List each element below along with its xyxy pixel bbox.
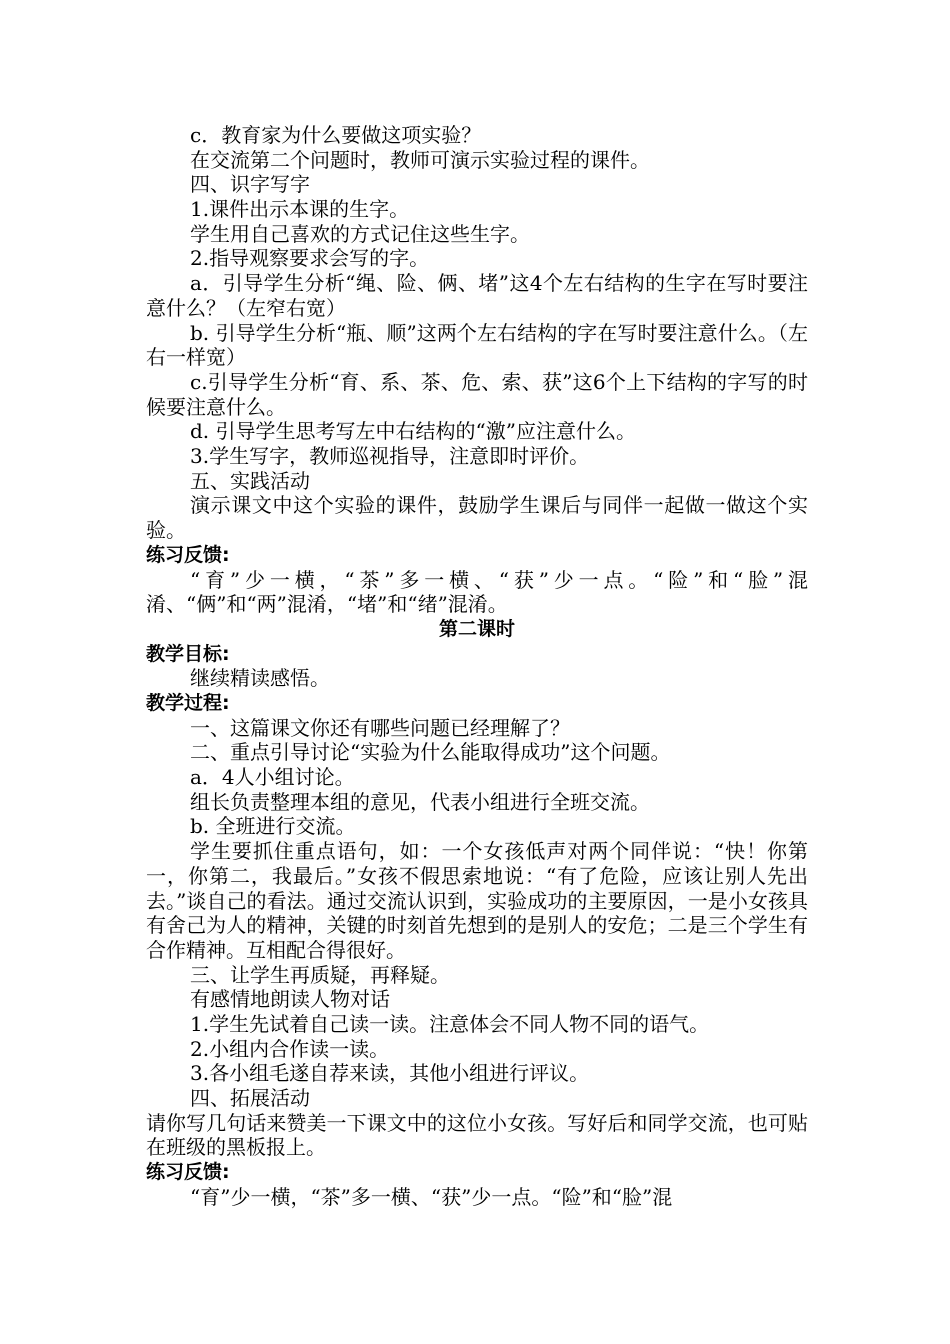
paragraph: b. 引导学生分析“瓶、顺”这两个左右结构的字在写时要注意什么。（左右一样宽） [146, 320, 808, 370]
text-line: d. 引导学生思考写左中右结构的“激”应注意什么。 [190, 419, 636, 444]
text-line: a．4人小组讨论。 [190, 765, 355, 790]
paragraph: “育”少一横，“茶”多一横、“获”少一点。“险”和“脸”混淆、“俩”和“两”混淆，“堵”和“绪”混淆。 [146, 567, 808, 617]
text-line: 2.小组内合作读一读。 [190, 1036, 390, 1061]
text-line: 有感情地朗读人物对话 [190, 987, 390, 1012]
document-body [146, 123, 808, 1210]
bold-heading: 练习反馈: [146, 1161, 230, 1184]
section-heading: 一、这篇课文你还有哪些问题已经理解了？ [190, 715, 570, 740]
section-heading: 四、拓展活动 [190, 1086, 310, 1111]
text-line: 1.学生先试着自己读一读。注意体会不同人物不同的语气。 [190, 1011, 710, 1036]
paragraph: 请你写几句话来赞美一下课文中的这位小女孩。写好后和同学交流，也可贴在班级的黑板报上。 [146, 1110, 808, 1160]
bold-heading: 教学过程: [146, 691, 230, 714]
lesson-title: 第二课时 [438, 617, 515, 640]
text-line: 2.指导观察要求会写的字。 [190, 246, 430, 271]
text-line: 学生用自己喜欢的方式记住这些生字。 [190, 221, 530, 246]
text-line: 1.课件出示本课的生字。 [190, 197, 410, 222]
section-heading: 三、让学生再质疑，再释疑。 [190, 962, 450, 987]
paragraph: 演示课文中这个实验的课件，鼓励学生课后与同伴一起做一做这个实验。 [146, 493, 808, 543]
text-line: “育”少一横，“茶”多一横、“获”少一点。“险”和“脸”混 [190, 1184, 673, 1209]
text-line: b. 全班进行交流。 [190, 814, 356, 839]
section-heading: 五、实践活动 [190, 468, 310, 493]
paragraph: 学生要抓住重点语句，如：一个女孩低声对两个同伴说：“快！你第一，你第二，我最后。”女孩不假思索地说：“有了危险，应该让别人先出去。”谈自己的看法。通过交流认识到，实验成功的主要原因，一是小女孩具有舍己为人的精神，关键的时刻首先想到的是别人的安危；二是三个学生有合作精神。互相配合得很好。 [146, 839, 808, 962]
text-line: 在交流第二个问题时，教师可演示实验过程的课件。 [190, 147, 650, 172]
text-line: 组长负责整理本组的意见，代表小组进行全班交流。 [190, 789, 650, 814]
section-heading: 四、识字写字 [190, 172, 310, 197]
section-heading: 二、重点引导讨论“实验为什么能取得成功”这个问题。 [190, 740, 671, 765]
text-line: 继续精读感悟。 [190, 666, 330, 691]
paragraph: c.引导学生分析“育、系、茶、危、索、获”这6个上下结构的字写的时候要注意什么。 [146, 369, 808, 419]
text-line: 3.学生写字，教师巡视指导，注意即时评价。 [190, 444, 590, 469]
bold-heading: 练习反馈: [146, 543, 230, 566]
bold-heading: 教学目标: [146, 642, 230, 665]
paragraph: a．引导学生分析“绳、险、俩、堵”这4个左右结构的生字在写时要注意什么？（左窄右宽） [146, 271, 808, 320]
text-line: c．教育家为什么要做这项实验？ [190, 123, 482, 147]
text-line: 3.各小组毛遂自荐来读，其他小组进行评议。 [190, 1061, 590, 1086]
